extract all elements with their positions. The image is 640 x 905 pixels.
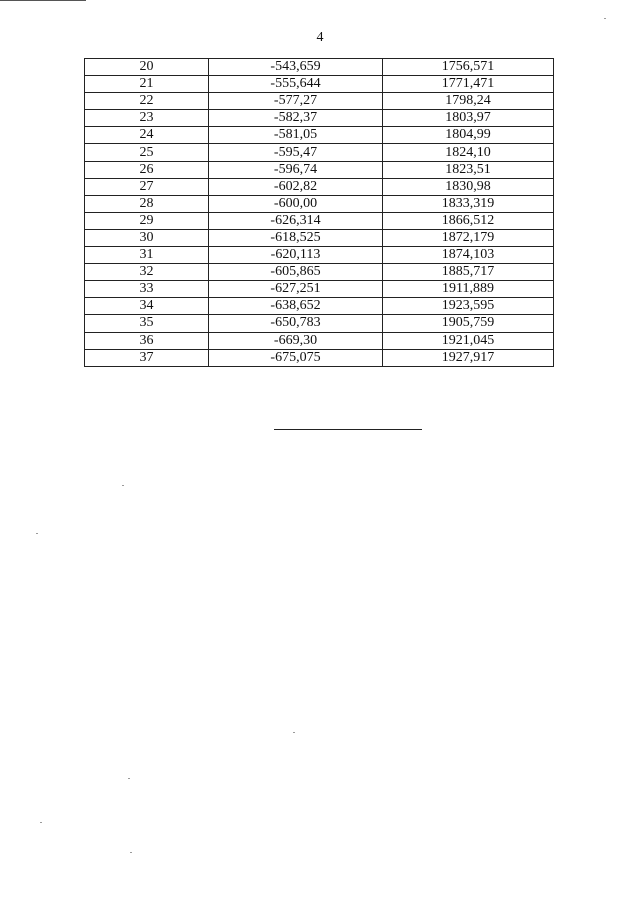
table-row bbox=[85, 349, 554, 366]
point-number-cell: 37 bbox=[85, 349, 209, 366]
y-coordinate-cell: 1804,99 bbox=[383, 127, 554, 144]
table-row bbox=[85, 247, 554, 264]
point-number-cell: 26 bbox=[85, 161, 209, 178]
y-coordinate-cell: 1874,103 bbox=[383, 247, 554, 264]
x-coordinate-cell: -627,251 bbox=[209, 281, 383, 298]
x-coordinate-cell: -555,644 bbox=[209, 76, 383, 93]
y-coordinate-cell: 1866,512 bbox=[383, 212, 554, 229]
y-coordinate-cell: 1927,917 bbox=[383, 349, 554, 366]
x-coordinate-cell: -596,74 bbox=[209, 161, 383, 178]
table-row bbox=[85, 127, 554, 144]
scan-speck bbox=[40, 822, 42, 823]
x-coordinate-cell: -602,82 bbox=[209, 178, 383, 195]
page-number: 4 bbox=[316, 30, 324, 45]
scan-speck bbox=[36, 533, 38, 534]
y-coordinate-cell: 1798,24 bbox=[383, 93, 554, 110]
x-coordinate-cell: -595,47 bbox=[209, 144, 383, 161]
coordinates-table bbox=[84, 58, 554, 367]
scan-speck bbox=[604, 18, 606, 19]
table-row bbox=[85, 161, 554, 178]
table-row bbox=[85, 76, 554, 93]
x-coordinate-cell: -675,075 bbox=[209, 349, 383, 366]
y-coordinate-cell: 1885,717 bbox=[383, 264, 554, 281]
scan-speck bbox=[128, 778, 130, 779]
x-coordinate-cell: -620,113 bbox=[209, 247, 383, 264]
y-coordinate-cell: 1872,179 bbox=[383, 229, 554, 246]
table-row bbox=[85, 264, 554, 281]
point-number-cell: 29 bbox=[85, 212, 209, 229]
table-row bbox=[85, 281, 554, 298]
table-row bbox=[85, 144, 554, 161]
scan-speck bbox=[293, 732, 295, 733]
y-coordinate-cell: 1771,471 bbox=[383, 76, 554, 93]
table-row bbox=[85, 110, 554, 127]
table-row bbox=[85, 195, 554, 212]
point-number-cell: 35 bbox=[85, 315, 209, 332]
y-coordinate-cell: 1824,10 bbox=[383, 144, 554, 161]
table-row bbox=[85, 315, 554, 332]
point-number-cell: 32 bbox=[85, 264, 209, 281]
x-coordinate-cell: -582,37 bbox=[209, 110, 383, 127]
point-number-cell: 34 bbox=[85, 298, 209, 315]
y-coordinate-cell: 1921,045 bbox=[383, 332, 554, 349]
point-number-cell: 28 bbox=[85, 195, 209, 212]
table-row bbox=[85, 212, 554, 229]
point-number-cell: 33 bbox=[85, 281, 209, 298]
point-number-cell: 23 bbox=[85, 110, 209, 127]
x-coordinate-cell: -669,30 bbox=[209, 332, 383, 349]
table-row bbox=[85, 93, 554, 110]
x-coordinate-cell: -638,652 bbox=[209, 298, 383, 315]
point-number-cell: 30 bbox=[85, 229, 209, 246]
point-number-cell: 22 bbox=[85, 93, 209, 110]
point-number-cell: 21 bbox=[85, 76, 209, 93]
table-row bbox=[85, 178, 554, 195]
point-number-cell: 36 bbox=[85, 332, 209, 349]
table-row bbox=[85, 59, 554, 76]
y-coordinate-cell: 1756,571 bbox=[383, 59, 554, 76]
x-coordinate-cell: -577,27 bbox=[209, 93, 383, 110]
table-row bbox=[85, 229, 554, 246]
y-coordinate-cell: 1803,97 bbox=[383, 110, 554, 127]
y-coordinate-cell: 1911,889 bbox=[383, 281, 554, 298]
x-coordinate-cell: -618,525 bbox=[209, 229, 383, 246]
table-row bbox=[85, 332, 554, 349]
y-coordinate-cell: 1905,759 bbox=[383, 315, 554, 332]
table-row bbox=[85, 298, 554, 315]
y-coordinate-cell: 1923,595 bbox=[383, 298, 554, 315]
point-number-cell: 31 bbox=[85, 247, 209, 264]
scan-speck bbox=[122, 485, 124, 486]
x-coordinate-cell: -581,05 bbox=[209, 127, 383, 144]
y-coordinate-cell: 1833,319 bbox=[383, 195, 554, 212]
end-rule bbox=[274, 429, 422, 430]
point-number-cell: 27 bbox=[85, 178, 209, 195]
x-coordinate-cell: -626,314 bbox=[209, 212, 383, 229]
point-number-cell: 25 bbox=[85, 144, 209, 161]
point-number-cell: 24 bbox=[85, 127, 209, 144]
x-coordinate-cell: -650,783 bbox=[209, 315, 383, 332]
coordinates-table-body bbox=[85, 59, 554, 367]
scan-speck bbox=[130, 852, 132, 853]
scan-edge-mark bbox=[0, 0, 86, 1]
y-coordinate-cell: 1830,98 bbox=[383, 178, 554, 195]
point-number-cell: 20 bbox=[85, 59, 209, 76]
y-coordinate-cell: 1823,51 bbox=[383, 161, 554, 178]
x-coordinate-cell: -600,00 bbox=[209, 195, 383, 212]
x-coordinate-cell: -543,659 bbox=[209, 59, 383, 76]
x-coordinate-cell: -605,865 bbox=[209, 264, 383, 281]
